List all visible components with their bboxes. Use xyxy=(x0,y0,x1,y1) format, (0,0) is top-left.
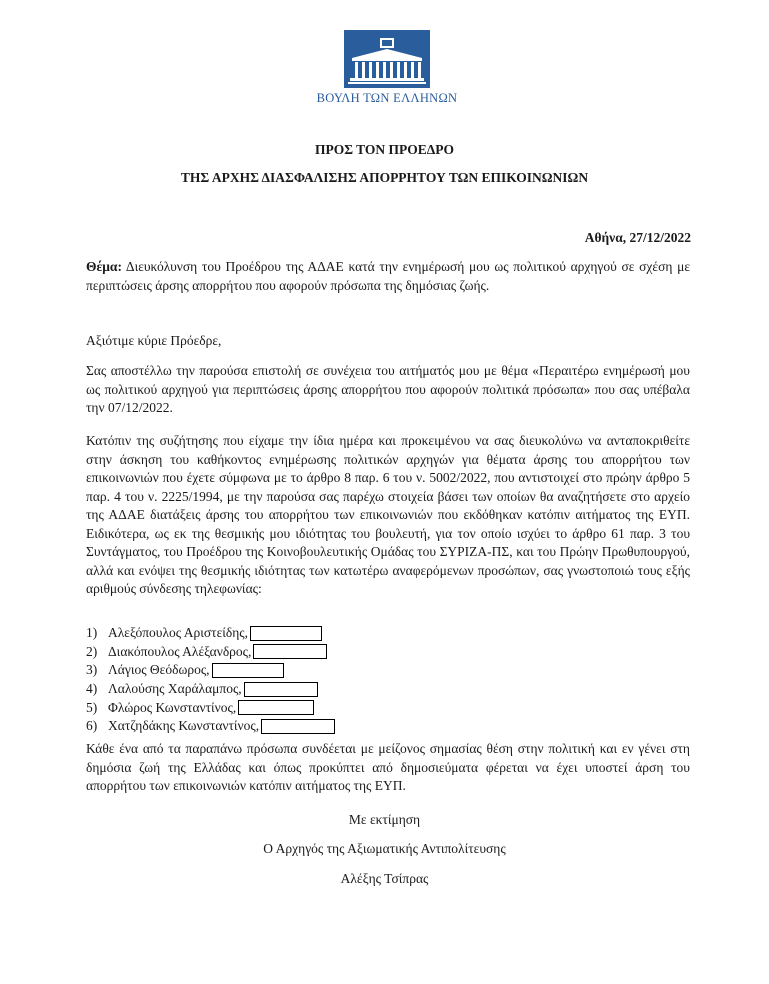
list-item xyxy=(86,661,486,680)
heading-line-1: ΠΡΟΣ ΤΟΝ ΠΡΟΕΔΡΟ xyxy=(314,142,455,157)
list-item xyxy=(86,643,486,662)
phone-number-list xyxy=(86,624,486,736)
heading-line-2: ΤΗΣ ΑΡΧΗΣ ΔΙΑΣΦΑΛΙΣΗΣ ΑΠΟΡΡΗΤΟΥ ΤΩΝ ΕΠΙΚΟΙΝΩΝΙΩΝ xyxy=(180,170,589,185)
redaction-box xyxy=(244,682,318,697)
redaction-box xyxy=(261,719,335,734)
signature-name: Αλέξης Τσίπρας xyxy=(340,871,429,886)
subject-paragraph xyxy=(86,258,690,295)
list-item-number: 1) xyxy=(86,625,98,641)
parliament-building-logo-icon xyxy=(344,30,430,88)
closing: Με εκτίμηση xyxy=(348,812,421,827)
list-item-number: 6) xyxy=(86,718,98,734)
list-item xyxy=(86,680,486,699)
paragraph-2: Κατόπιν της συζήτησης που είχαμε την ίδια ημέρα και προκειμένου να σας διευκολύνω να ανταποκριθείτε στην άσκηση του καθήκοντος ενημέρωσης πολιτικών αρχηγών για θέματα άρσης του απορρήτου των επικοινωνιών που έχετε σύμφωνα με το άρθρο 8 παρ. 6 του ν. 5002/2022, που αντιστοιχεί στο πρώην άρθρο 5 παρ. 4 του ν. 2225/1994, με την παρούσα σας παρέχω στοιχεία βάσει των οποίων θα αναζητήσετε στο αρχείο της ΑΔΑΕ διατάξεις άρσης του απορρήτου των επικοινωνιών που εκδόθηκαν κατόπιν αιτήματος της ΕΥΠ. Ειδικότερα, ως εκ της θεσμικής μου ιδιότητας του βουλευτή, για τον οποίο ισχύει το άρθρο 61 παρ. 3 του Συντάγματος, του Προέδρου της Κοινοβουλευτικής Ομάδας του ΣΥΡΙΖΑ-ΠΣ, και του Πρώην Πρωθυπουργού, αλλά και ενόψει της θεσμικής ιδιότητας των κατωτέρω αναφερόμενων προσώπων, σας γνωστοποιώ τους εξής αριθμούς σύνδεσης τηλεφωνίας: xyxy=(86,433,690,596)
redaction-box xyxy=(238,700,314,715)
redaction-box xyxy=(253,644,327,659)
redaction-box xyxy=(212,663,284,678)
list-item-name: Χατζηδάκης Κωνσταντίνος, xyxy=(108,718,260,734)
list-item-number: 2) xyxy=(86,643,98,659)
list-item-name: Λαλούσης Χαράλαμπος, xyxy=(108,681,242,697)
redaction-box xyxy=(250,626,322,641)
list-item-number: 4) xyxy=(86,681,98,697)
paragraph-3: Κάθε ένα από τα παραπάνω πρόσωπα συνδέεται με μείζονος σημασίας θέση στην πολιτική και εν γένει στη δημόσια ζωή της Ελλάδας και όπως προκύπτει από δημοσιεύματα φέρεται να έχει υποστεί άρση του απορρήτου των επικοινωνιών κατόπιν αιτήματος της ΕΥΠ. xyxy=(86,741,690,793)
signatory-office: Ο Αρχηγός της Αξιωματικής Αντιπολίτευσης xyxy=(263,841,506,856)
letterhead-text: ΒΟΥΛΗ ΤΩΝ ΕΛΛΗΝΩΝ xyxy=(316,91,458,105)
list-item xyxy=(86,717,486,736)
list-item-number: 5) xyxy=(86,699,98,715)
list-item-name: Λάγιος Θεόδωρος, xyxy=(108,662,210,678)
list-item xyxy=(86,624,486,643)
subject-text: Διευκόλυνση του Προέδρου της ΑΔΑΕ κατά την ενημέρωσή μου ως πολιτικού αρχηγού σε σχέση με περιπτώσεις άρσης απορρήτου που αφορούν πρόσωπα της δημόσιας ζωής. xyxy=(86,259,690,293)
list-item xyxy=(86,698,486,717)
greeting: Αξιότιμε κύριε Πρόεδρε, xyxy=(86,333,222,348)
list-item-number: 3) xyxy=(86,662,98,678)
list-item-name: Αλεξόπουλος Αριστείδης, xyxy=(108,625,249,641)
letter-date: Αθήνα, 27/12/2022 xyxy=(584,230,691,245)
list-item-name: Διακόπουλος Αλέξανδρος, xyxy=(108,643,252,659)
list-item-name: Φλώρος Κωνσταντίνος, xyxy=(108,699,237,715)
subject-label: Θέμα: xyxy=(86,259,122,274)
paragraph-1: Σας αποστέλλω την παρούσα επιστολή σε συνέχεια του αιτήματός μου με θέμα «Περαιτέρω ενημέρωσή μου ως πολιτικού αρχηγού για περιπτώσεις άρσης απορρήτου που αφορούν πολιτικά πρόσωπα» που σας υπέβαλα την 07/12/2022. xyxy=(86,363,690,415)
